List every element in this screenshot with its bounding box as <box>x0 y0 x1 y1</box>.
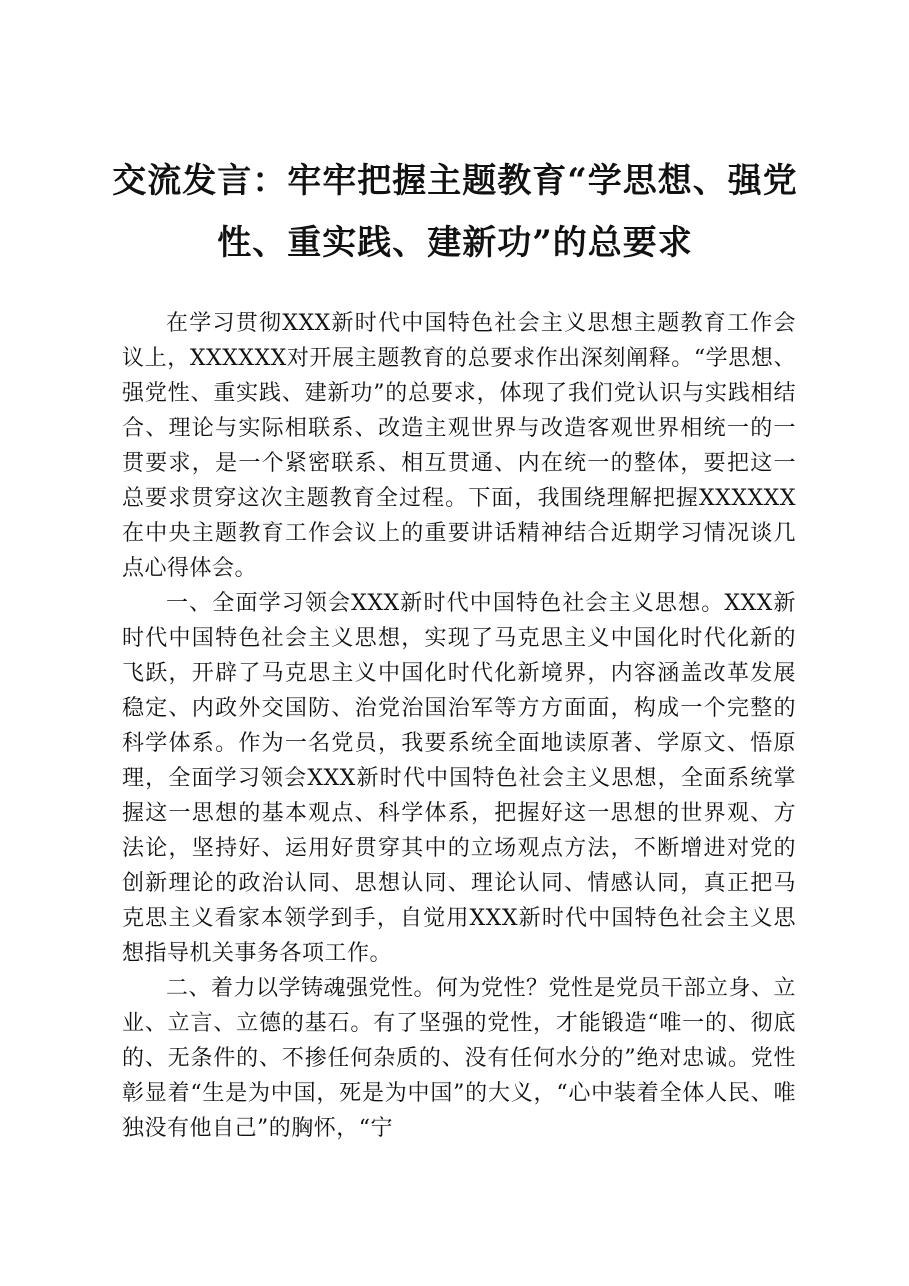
paragraph-section-one: 一、全面学习领会XXX新时代中国特色社会主义思想。XXX新时代中国特色社会主义思想，实现了马克思主义中国化时代化新的飞跃，开辟了马克思主义中国化时代化新境界，内容涵盖改革发展稳定、内政外交国防、治党治国治军等方方面面，构成一个完整的科学体系。作为一名党员，我要系统全面地读原著、学原文、悟原理，全面学习领会XXX新时代中国特色社会主义思想，全面系统掌握这一思想的基本观点、科学体系，把握好这一思想的世界观、方法论，坚持好、运用好贯穿其中的立场观点方法，不断增进对党的创新理论的政治认同、思想认同、理论认同、情感认同，真正把马克思主义看家本领学到手，自觉用XXX新时代中国特色社会主义思想指导机关事务各项工作。 <box>122 591 796 966</box>
paragraph-section-two: 二、着力以学铸魂强党性。何为党性？党性是党员干部立身、立业、立言、立德的基石。有了坚强的党性，才能锻造“唯一的、彻底的、无条件的、不掺任何杂质的、没有任何水分的”绝对忠诚。党性彰显着“生是为中国，死是为中国”的大义，“心中装着全体人民、唯独没有他自己”的胸怀，“宁 <box>122 976 797 1141</box>
document-title: 交流发言：牢牢把握主题教育“学思想、强党性、重实践、建新功”的总要求 <box>112 161 798 263</box>
document-body <box>122 306 796 1146</box>
paragraph-intro: 在学习贯彻XXX新时代中国特色社会主义思想主题教育工作会议上，XXXXXX对开展主题教育的总要求作出深刻阐释。“学思想、强党性、重实践、建新功”的总要求，体现了我们党认识与实践相结合、理论与实际相联系、改造主观世界与改造客观世界相统一的一贯要求，是一个紧密联系、相互贯通、内在统一的整体，要把这一总要求贯穿这次主题教育全过程。下面，我围绕理解把握XXXXXX在中央主题教育工作会议上的重要讲话精神结合近期学习情况谈几点心得体会。 <box>122 311 796 581</box>
